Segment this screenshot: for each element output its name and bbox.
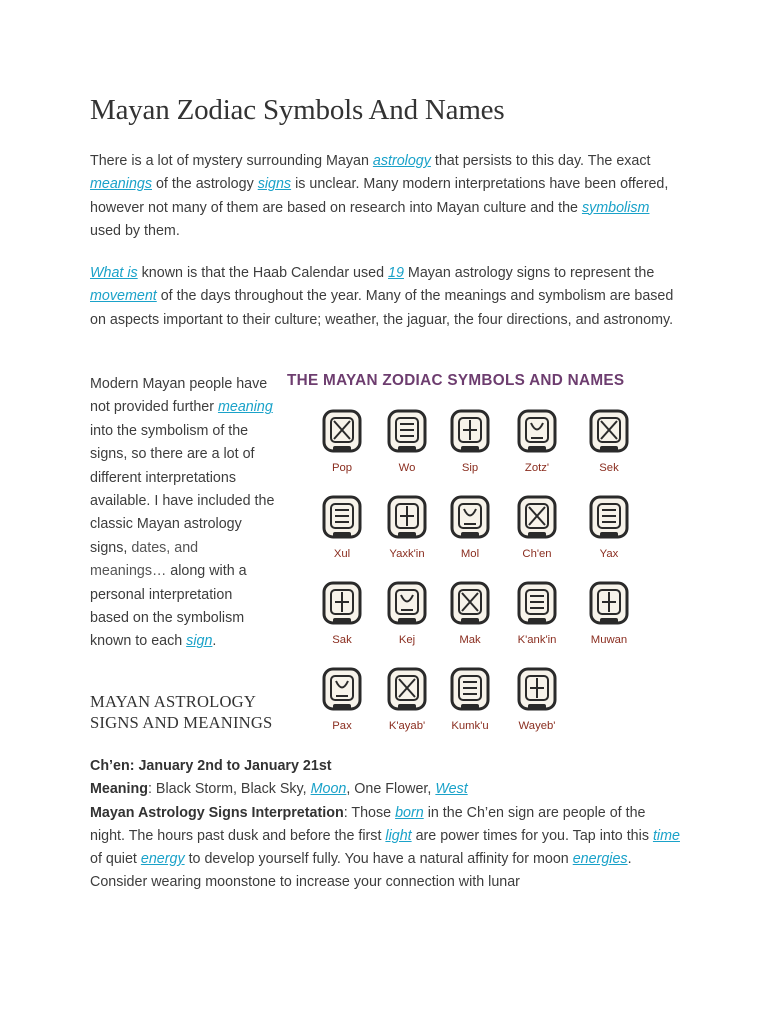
- link-meaning[interactable]: meaning: [217, 399, 273, 416]
- zodiac-glyph-name: Xul: [333, 548, 351, 560]
- zodiac-glyph: [588, 408, 630, 462]
- glyph-symbol-icon: [449, 408, 491, 454]
- zodiac-glyph: [588, 494, 630, 548]
- page-title: Mayan Zodiac Symbols And Names: [90, 94, 505, 126]
- zodiac-glyph-name: Wayeb': [518, 720, 556, 732]
- glyph-symbol-icon: [386, 580, 428, 626]
- link-movement[interactable]: movement: [90, 288, 157, 305]
- glyph-symbol-icon: [516, 494, 558, 540]
- zodiac-glyph: [588, 580, 630, 634]
- chen-section: [90, 755, 680, 895]
- zodiac-glyph: [516, 580, 558, 634]
- zodiac-glyph-name: Sek: [599, 462, 619, 474]
- zodiac-glyph: [386, 408, 428, 462]
- zodiac-glyph-name: Muwan: [590, 634, 628, 646]
- zodiac-glyph: [516, 408, 558, 462]
- link-light[interactable]: light: [385, 827, 412, 844]
- zodiac-glyph: [449, 666, 491, 720]
- zodiac-glyph-name: Kumk'u: [451, 720, 489, 732]
- zodiac-glyph: [449, 580, 491, 634]
- zodiac-glyph-name: Sip: [461, 462, 479, 474]
- link-energy[interactable]: energy: [140, 851, 185, 868]
- zodiac-glyph-name: Ch'en: [522, 548, 552, 560]
- zodiac-glyph: [516, 494, 558, 548]
- link-signs[interactable]: signs: [257, 176, 292, 193]
- glyph-symbol-icon: [449, 494, 491, 540]
- zodiac-glyph-name: Wo: [398, 462, 416, 474]
- zodiac-glyph-name: K'ayab': [388, 720, 426, 732]
- glyph-symbol-icon: [321, 408, 363, 454]
- link-what-is[interactable]: What is: [90, 265, 138, 281]
- link-energies[interactable]: energies: [572, 851, 628, 868]
- zodiac-glyph-name: Mol: [460, 548, 480, 560]
- zodiac-glyph: [321, 666, 363, 720]
- glyph-symbol-icon: [516, 408, 558, 454]
- glyph-symbol-icon: [321, 580, 363, 626]
- zodiac-glyph: [449, 408, 491, 462]
- zodiac-glyph-name: Kej: [398, 634, 416, 646]
- glyph-symbol-icon: [321, 494, 363, 540]
- chen-heading: Ch’en: January 2nd to January 21st: [90, 758, 332, 774]
- link-sign[interactable]: sign: [186, 633, 213, 650]
- intro-paragraph-1: There is a lot of mystery surrounding Mayan astrology that persists to this day. The exact meanings of the astrology signs is unclear. Many modern interpretations have been offered, however not many of them are based on research into Mayan culture and the symbolism used by them.: [90, 153, 669, 239]
- link-symbolism[interactable]: symbolism: [581, 199, 650, 216]
- intro-paragraph-2: What is known is that the Haab Calendar used 19 Mayan astrology signs to represent the movement of the days throughout the year. Many of the meanings and symbolism are based on aspects important to their culture; weather, the jaguar, the four directions, and astronomy.: [90, 265, 674, 328]
- glyph-symbol-icon: [588, 494, 630, 540]
- side-paragraph: Modern Mayan people have not provided further meaning into the symbolism of the signs, so there are a lot of different interpretations available. I have included the classic Mayan astrology signs, dates, and meanings… along with a personal interpretation based on the symbolism known to each sign.: [90, 376, 275, 650]
- zodiac-glyph-name: Sak: [332, 634, 352, 646]
- link-astrology[interactable]: astrology: [372, 153, 431, 169]
- zodiac-glyph: [321, 408, 363, 462]
- glyph-symbol-icon: [386, 666, 428, 712]
- zodiac-glyph-name: Yax: [599, 548, 619, 560]
- zodiac-glyph: [449, 494, 491, 548]
- zodiac-glyph: [386, 494, 428, 548]
- glyph-symbol-icon: [588, 580, 630, 626]
- chen-meaning: Meaning: Black Storm, Black Sky, Moon, One Flower, West: [90, 781, 468, 798]
- link-time[interactable]: time: [652, 827, 680, 844]
- zodiac-glyph: [321, 494, 363, 548]
- section-heading: MAYAN ASTROLOGY SIGNS AND MEANINGS: [90, 692, 273, 732]
- zodiac-glyph-name: Yaxk'in: [389, 548, 425, 560]
- zodiac-glyph: [516, 666, 558, 720]
- glyph-symbol-icon: [386, 494, 428, 540]
- figure-title: THE MAYAN ZODIAC SYMBOLS AND NAMES: [287, 372, 625, 389]
- glyph-symbol-icon: [449, 580, 491, 626]
- glyph-symbol-icon: [516, 580, 558, 626]
- glyph-symbol-icon: [516, 666, 558, 712]
- glyph-symbol-icon: [386, 408, 428, 454]
- zodiac-glyph-name: Pax: [332, 720, 352, 732]
- link-born[interactable]: born: [395, 804, 424, 821]
- glyph-symbol-icon: [449, 666, 491, 712]
- link-meanings[interactable]: meanings: [90, 176, 152, 193]
- zodiac-glyph: [386, 580, 428, 634]
- zodiac-glyph: [386, 666, 428, 720]
- zodiac-glyph-name: Mak: [459, 634, 481, 646]
- glyph-symbol-icon: [588, 408, 630, 454]
- zodiac-glyph-name: K'ank'in: [517, 634, 557, 646]
- zodiac-glyph-name: Zotz': [524, 462, 550, 474]
- chen-interpretation: Mayan Astrology Signs Interpretation: Those born in the Ch’en sign are people of the night. The hours past dusk and before the first light are power times for you. Tap into this time of quiet energy to develop yourself fully. You have a natural affinity for moon energies. Consider wearing moonstone to increase your connection with lunar: [90, 804, 680, 891]
- glyph-symbol-icon: [321, 666, 363, 712]
- link-19[interactable]: 19: [388, 265, 404, 281]
- link-moon[interactable]: Moon: [310, 781, 347, 798]
- link-west[interactable]: West: [435, 781, 468, 798]
- zodiac-glyph: [321, 580, 363, 634]
- zodiac-glyph-name: Pop: [331, 462, 353, 474]
